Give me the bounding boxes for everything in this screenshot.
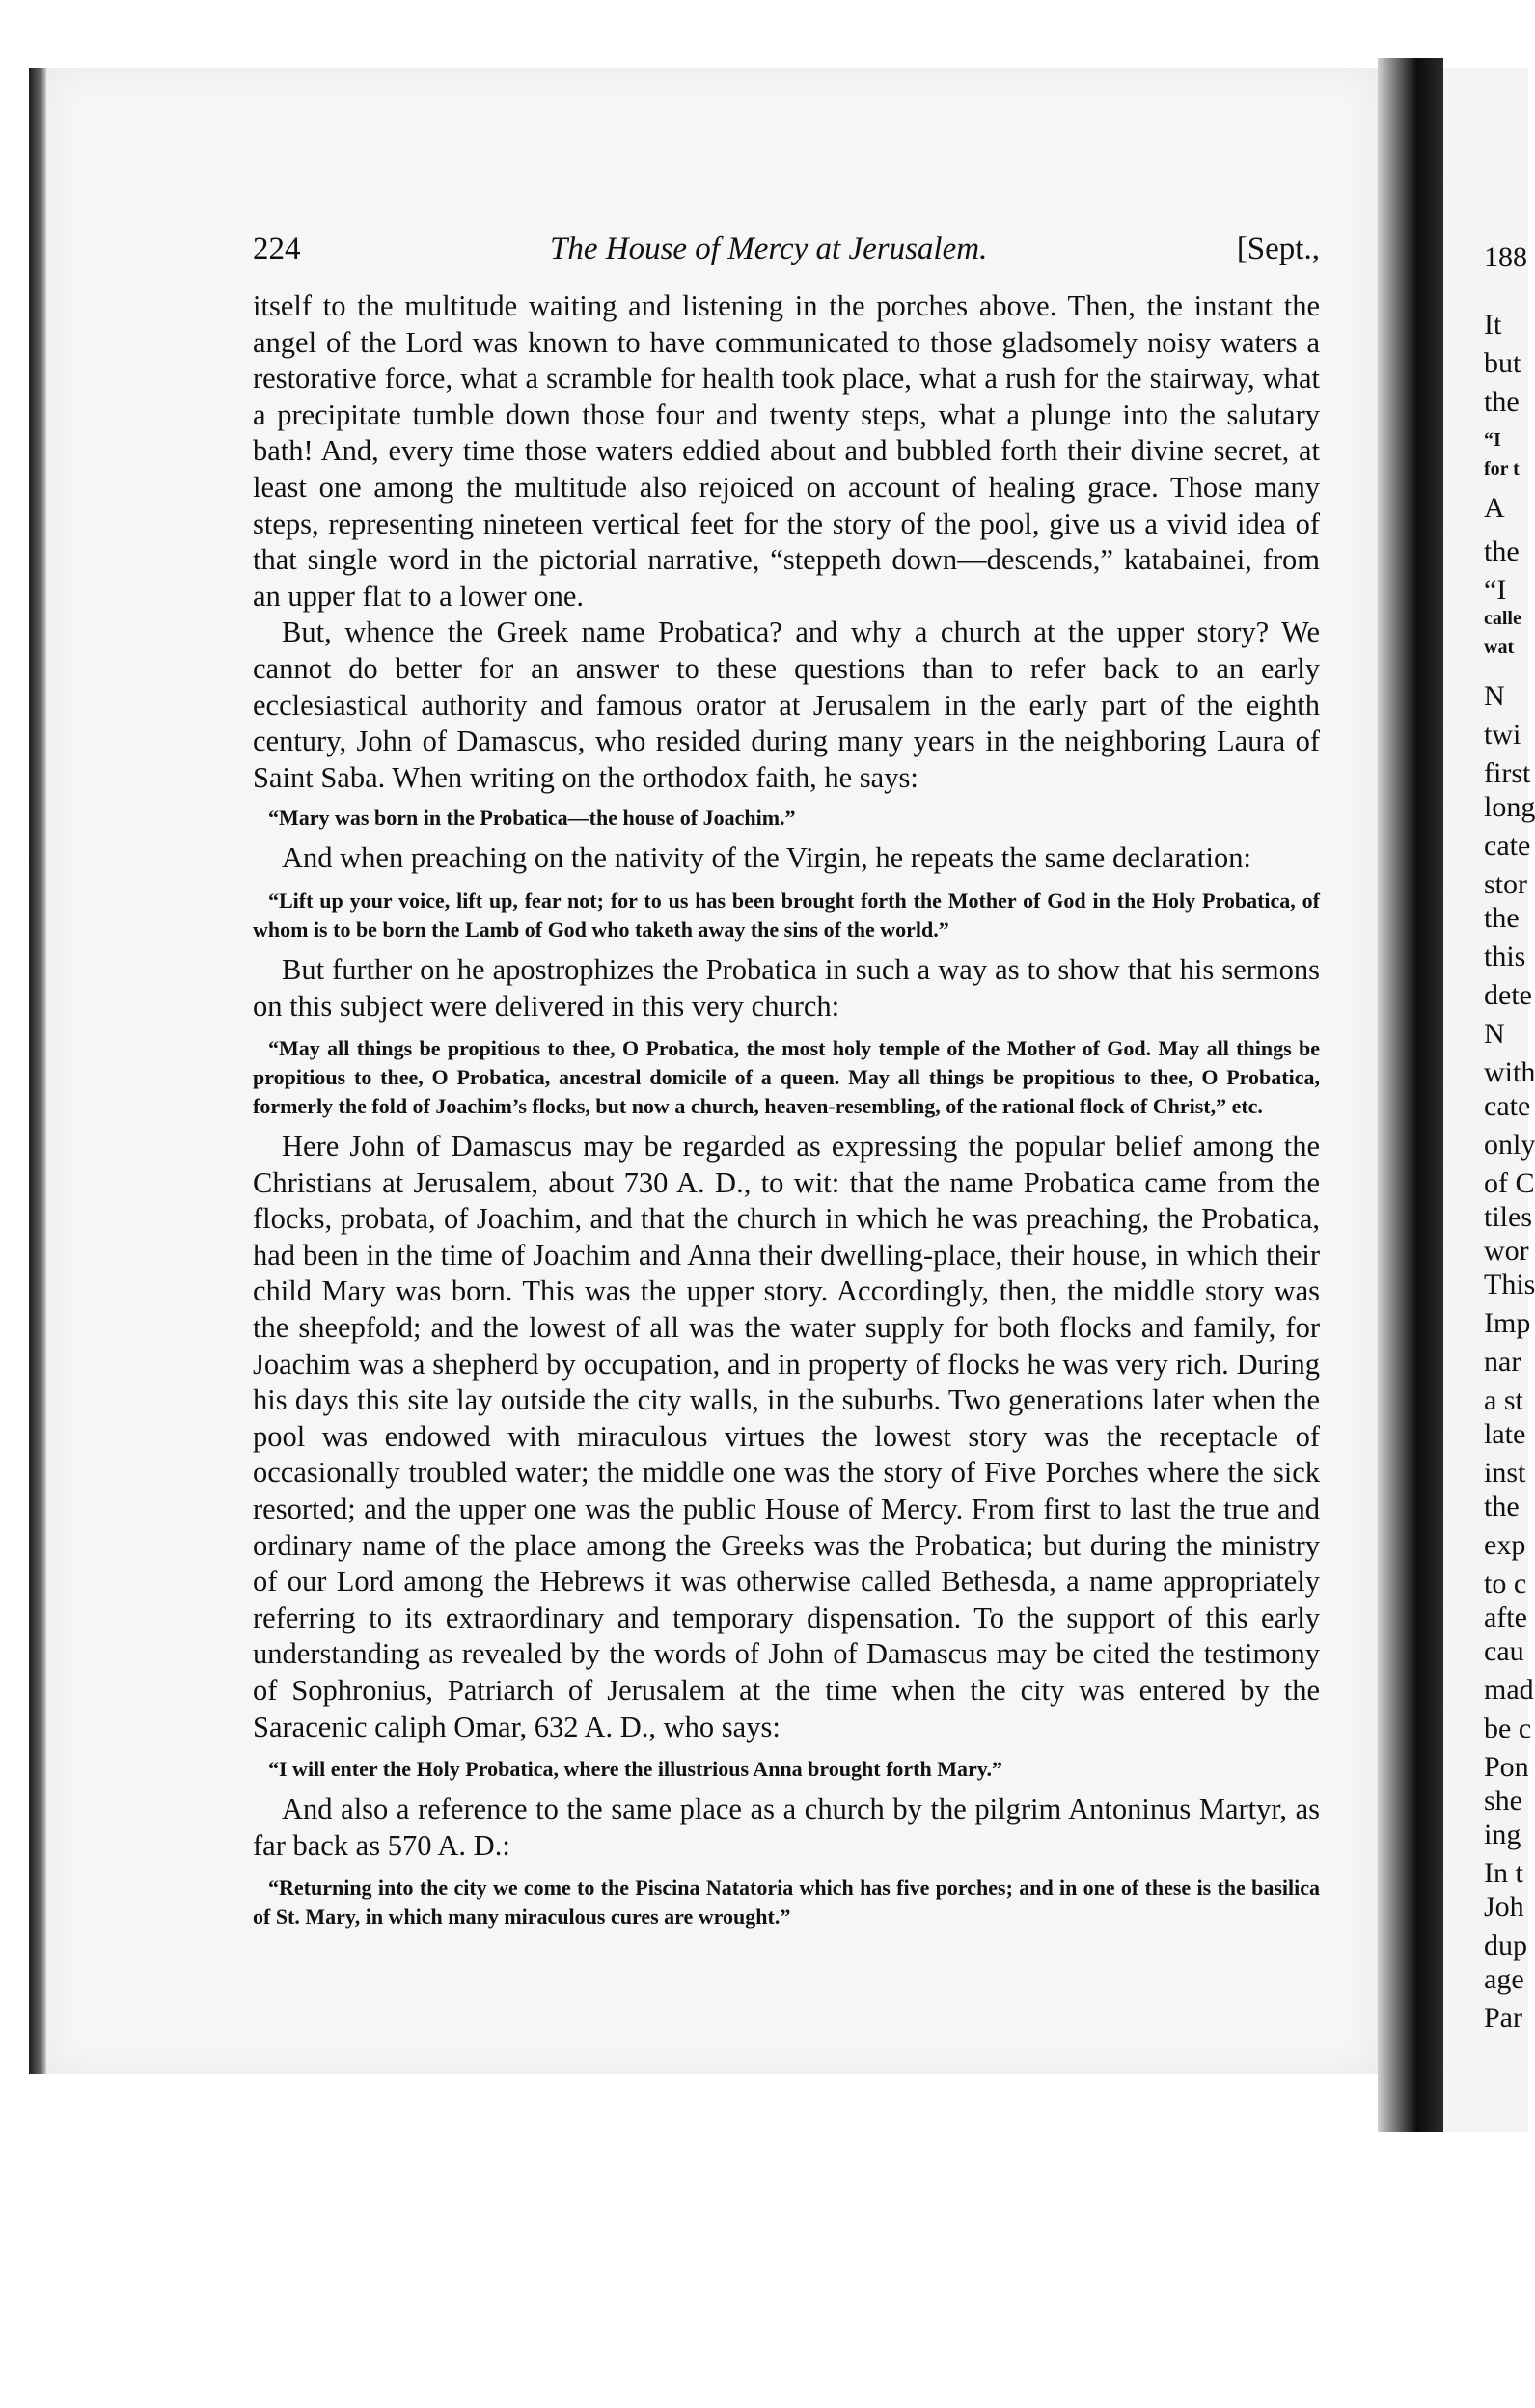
body-paragraph-4: But further on he apostrophizes the Probatica in such a way as to show that his sermons on this subject were delivered in this very church: — [253, 952, 1320, 1023]
adjacent-page-fragment: dete — [1484, 979, 1532, 1011]
adjacent-page-fragment: A — [1484, 492, 1505, 524]
book-spine-shadow-left — [29, 68, 46, 2074]
block-quote-5: “Returning into the city we come to the Piscina Natatoria which has five porches; and in one of these is the basilica of St. Mary, in which many miraculous cures are wrought.” — [253, 1875, 1320, 1929]
adjacent-page-fragment: but — [1484, 347, 1521, 379]
adjacent-page-fragment: late — [1484, 1418, 1526, 1450]
book-gutter — [1378, 58, 1443, 2132]
body-paragraph-1: itself to the multitude waiting and listening in the porches above. Then, the instant the angel of the Lord was known to have communicated to those gladsomely noisy waters a restorative force, what a scramble for health took place, what a rush for the stairway, what a precipitate tumble down those four and twenty steps, what a plunge into the salutary bath! And, every time those waters eddied about and bubbled forth their divine secret, at least one among the multitude also rejoiced on account of healing grace. Those many steps, representing nineteen vertical feet for the story of the pool, give us a vivid idea of that single word in the pictorial narrative, “steppeth down—descends,” katabainei, from an upper flat to a lower one. — [253, 289, 1320, 613]
adjacent-page-fragment: the — [1484, 535, 1520, 567]
adjacent-page-fragment: “I — [1484, 429, 1501, 451]
adjacent-page-fragment: only — [1484, 1129, 1535, 1161]
block-quote-3: “May all things be propitious to thee, O Probatica, the most holy temple of the Mother of God. May all things be propitious to thee, O Probatica, ancestral domicile of a queen. May all things be propitious to thee, O Probatica, formerly the fold of Joachim’s flocks, but now a church, heaven-resembling, of the rational flock of Christ,” etc. — [253, 1036, 1320, 1119]
adjacent-page-fragment: to c — [1484, 1568, 1527, 1600]
adjacent-page-fragment: wor — [1484, 1235, 1529, 1267]
adjacent-page-fragment: “I — [1484, 574, 1507, 606]
body-paragraph-2: But, whence the Greek name Probatica? and why a church at the upper story? We cannot do better for an answer to these questions than to refer back to an early ecclesiastical authority and famous orator at Jerusalem in the early part of the eighth century, John of Damascus, who resided during many years in the neighboring Laura of Saint Saba. When writing on the orthodox faith, he says: — [253, 616, 1320, 794]
body-paragraph-6: And also a reference to the same place as a church by the pilgrim Antoninus Martyr, as far back as 570 A. D.: — [253, 1792, 1320, 1862]
adjacent-page-fragment: wat — [1484, 637, 1515, 658]
adjacent-page-fragment: calle — [1484, 608, 1521, 629]
body-paragraph-5: Here John of Damascus may be regarded as expressing the popular belief among the Christians at Jerusalem, about 730 A. D., to wit: that the name Probatica came from the flocks, probata, of Joachim, and that the church in which he was preaching, the Probatica, had been in the time of Joachim and Anna their dwelling-place, their house, in which their child Mary was born. This was the upper story. Accordingly, then, the middle story was the sheepfold; and the lowest of all was the water supply for both flocks and family, for Joachim was a shepherd by occupation, and in property of flocks he was very rich. During his days this site lay outside the city walls, in the suburbs. Two generations later when the pool was endowed with miraculous virtues the lowest story was the receptacle of occasionally troubled water; the middle one was the story of Five Porches where the sick resorted; and the upper one was the public House of Mercy. From first to last the true and ordinary name of the place among the Greeks was the Probatica; but during the ministry of our Lord among the Hebrews it was otherwise called Bethesda, a name appropriately referring to its extraordinary and temporary dispensation. To the support of this early understanding as revealed by the words of John of Damascus may be cited the testimony of Sophronius, Patriarch of Jerusalem at the time when the city was entered by the Saracenic caliph Omar, 632 A. D., who says: — [253, 1130, 1320, 1743]
adjacent-page-fragment: 188 — [1484, 241, 1527, 273]
adjacent-page-fragment: exp — [1484, 1529, 1526, 1561]
page-text-column — [253, 232, 1320, 1939]
adjacent-page-fragment: of C — [1484, 1167, 1535, 1199]
adjacent-page-fragment: this — [1484, 941, 1526, 972]
adjacent-page-fragment: be c — [1484, 1712, 1532, 1744]
adjacent-page-fragment: afte — [1484, 1601, 1527, 1633]
header-section: [Sept., — [1236, 232, 1320, 266]
adjacent-page-fragment: Pon — [1484, 1751, 1529, 1783]
adjacent-page-fragment: long — [1484, 791, 1535, 823]
adjacent-page-fragment: the — [1484, 386, 1520, 418]
adjacent-page-fragment: twi — [1484, 719, 1521, 751]
adjacent-page-fragment: first — [1484, 757, 1531, 789]
adjacent-page-fragment: a st — [1484, 1384, 1523, 1416]
block-quote-4: “I will enter the Holy Probatica, where the illustrious Anna brought forth Mary.” — [268, 1757, 1003, 1782]
adjacent-page-fragment: Joh — [1484, 1891, 1524, 1923]
adjacent-page-fragment: ing — [1484, 1819, 1521, 1850]
adjacent-page-fragment: age — [1484, 1963, 1524, 1995]
adjacent-page-fragment: cau — [1484, 1635, 1524, 1667]
adjacent-page-fragment: for t — [1484, 458, 1520, 479]
running-title: The House of Mercy at Jerusalem. — [549, 232, 988, 266]
adjacent-page-fragment: Imp — [1484, 1307, 1531, 1339]
adjacent-page-fragment: Par — [1484, 2002, 1522, 2034]
adjacent-page-fragment: mad — [1484, 1674, 1534, 1706]
adjacent-page-fragment: she — [1484, 1785, 1522, 1817]
block-quote-1: “Mary was born in the Probatica—the house of Joachim.” — [268, 806, 796, 831]
adjacent-page-fragment: stor — [1484, 868, 1527, 900]
adjacent-page-edge — [1443, 68, 1535, 2132]
adjacent-page-fragment: the — [1484, 902, 1520, 934]
adjacent-page-fragment: It — [1484, 309, 1502, 341]
block-quote-2: “Lift up your voice, lift up, fear not; for to us has been brought forth the Mother of God in the Holy Probatica, of whom is to be born the Lamb of God who taketh away the sins of the world.” — [253, 888, 1320, 942]
adjacent-page-fragment: nar — [1484, 1346, 1521, 1378]
running-header — [253, 232, 1320, 267]
page-number: 224 — [253, 232, 301, 266]
adjacent-page-fragment: This — [1484, 1269, 1535, 1300]
adjacent-page-fragment: with — [1484, 1056, 1535, 1088]
adjacent-page-fragment: inst — [1484, 1457, 1526, 1489]
adjacent-page-fragment: the — [1484, 1491, 1520, 1522]
adjacent-page-fragment: In t — [1484, 1857, 1523, 1889]
adjacent-page-fragment: N — [1484, 680, 1505, 712]
adjacent-page-fragment: N — [1484, 1018, 1505, 1050]
adjacent-page-fragment: dup — [1484, 1929, 1527, 1961]
adjacent-page-fragment: cate — [1484, 830, 1531, 862]
adjacent-page-fragment: cate — [1484, 1090, 1531, 1122]
body-paragraph-3: And when preaching on the nativity of the Virgin, he repeats the same declaration: — [282, 841, 1251, 875]
adjacent-page-fragment: tiles — [1484, 1201, 1532, 1233]
